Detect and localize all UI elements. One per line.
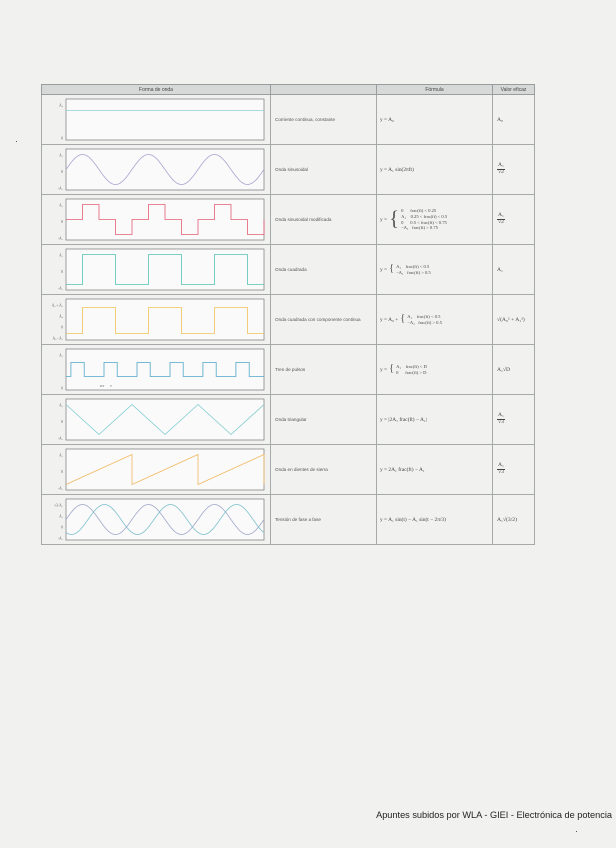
rms-value-cell (493, 95, 535, 145)
table-row (42, 145, 535, 195)
rms-value-cell (493, 445, 535, 495)
rms-fraction (497, 163, 505, 176)
rms-value-cell (493, 345, 535, 395)
waveform-table (41, 84, 535, 545)
formula-cell (377, 245, 493, 295)
tick-label: T (110, 384, 112, 388)
formula-case: 0 frac(ft) > D (396, 369, 427, 375)
axis-label: A₁ (59, 453, 63, 458)
scan-speck (576, 831, 577, 832)
axis-label: -A₁ (57, 286, 63, 291)
waveform-name: Onda cuadrada (271, 245, 377, 295)
axis-label: A₀ (59, 103, 63, 108)
brace-glyph: { (389, 207, 400, 231)
axis-label: 0 (61, 325, 63, 330)
header-value: Valor eficaz (493, 85, 535, 95)
waveform-plot (42, 345, 271, 394)
waveform-cell (42, 345, 271, 395)
table-row (42, 295, 535, 345)
waveform-plot (42, 445, 271, 494)
axis-label: A₀ - A₁ (52, 336, 63, 341)
axis-label: A₁ (59, 203, 63, 208)
waveform-cell (42, 195, 271, 245)
plot-frame (66, 299, 264, 340)
plot-frame (66, 399, 264, 440)
axis-label: -A₁ (57, 486, 63, 491)
waveform-name: Onda en dientes de sierra (271, 445, 377, 495)
axis-label: A₁ (59, 403, 63, 408)
axis-label: √3·A₁ (54, 503, 63, 508)
waveform-plot (42, 245, 271, 294)
rms-numerator: A₁ (498, 162, 504, 169)
formula-cell (377, 145, 493, 195)
piecewise-formula (380, 314, 492, 325)
formula-text: y = A₁ sin(t) − A₁ sin(t − 2π/3) (380, 516, 446, 523)
plot-frame (66, 249, 264, 290)
table-row (42, 395, 535, 445)
formula-cases (396, 364, 427, 375)
table-row (42, 445, 535, 495)
rms-value-cell (493, 145, 535, 195)
rms-value: A₀ (497, 116, 503, 123)
formula-case: A₁ 0.25 < frac(ft) < 0.5 (401, 213, 448, 219)
formula-cell (377, 195, 493, 245)
waveform-plot (42, 295, 271, 344)
axis-label: 0 (61, 470, 63, 474)
formula-prefix: y = (380, 366, 388, 373)
rms-value: A₁ (497, 266, 503, 273)
brace-glyph: { (389, 363, 395, 375)
waveform-name: Onda cuadrada con componente continua (271, 295, 377, 345)
axis-label: A₁ (59, 153, 63, 158)
formula-case: −A₁ frac(ft) > 0.5 (407, 319, 442, 325)
waveform-cell (42, 445, 271, 495)
axis-label: A₀ (59, 314, 63, 319)
rms-fraction (497, 213, 505, 226)
axis-label: -A₁ (57, 236, 63, 241)
axis-label: A₁ (59, 514, 63, 519)
header-name (271, 85, 377, 95)
axis-label: -A₁ (57, 436, 63, 441)
waveform-name: Corriente continua, constante (271, 95, 377, 145)
axis-label: 0 (61, 386, 63, 391)
formula-prefix: y = A₀ + (380, 316, 399, 323)
table-row (42, 95, 535, 145)
rms-denominator: √3 (498, 419, 504, 425)
table-row (42, 495, 535, 545)
formula-cell (377, 295, 493, 345)
header-formula: Fórmula (377, 85, 493, 95)
rms-value-cell (493, 245, 535, 295)
rms-value-cell (493, 195, 535, 245)
table-header-row (42, 85, 535, 95)
waveform-cell (42, 395, 271, 445)
formula-cell (377, 495, 493, 545)
axis-label: A₁ (59, 353, 63, 358)
waveform-name: Onda sinusoidal (271, 145, 377, 195)
formula-case: −A₁ frac(ft) > 0.75 (401, 225, 438, 231)
formula-cell (377, 395, 493, 445)
axis-label: -A₁ (57, 536, 63, 541)
formula-text: y = 2A₁ frac(ft) − A₁ (380, 466, 425, 473)
table-row (42, 195, 535, 245)
formula-cell (377, 95, 493, 145)
waveform-plot (42, 195, 271, 244)
rms-value: √(A₀² + A₁²) (497, 316, 525, 323)
plot-frame (66, 99, 264, 140)
axis-label: -A₁ (57, 186, 63, 191)
formula-cases (396, 264, 431, 275)
waveform-name: Tren de pulsos (271, 345, 377, 395)
waveform-cell (42, 495, 271, 545)
tick-label: DT (100, 384, 105, 388)
waveform-name: Tensión de fase a fase (271, 495, 377, 545)
piecewise-formula (380, 364, 492, 375)
footer-credit: Apuntes subidos por WLA - GIEI - Electrónica de potencia (376, 810, 612, 820)
formula-cell (377, 445, 493, 495)
header-wave: Forma de onda (42, 85, 271, 95)
rms-value-cell (493, 295, 535, 345)
formula-case: A₁ frac(ft) < 0.5 (396, 263, 430, 269)
formula-case: A₁ frac(ft) < D (396, 363, 427, 369)
axis-label: 0 (61, 420, 63, 424)
formula-cases (401, 208, 447, 231)
formula-text: y = A₀ (380, 116, 394, 123)
rms-value-cell (493, 395, 535, 445)
rms-numerator: A₁ (498, 212, 504, 219)
formula-prefix: y = (380, 266, 388, 273)
formula-case: A₁ frac(ft) < 0.5 (407, 313, 441, 319)
formula-case: 0 0.5 < frac(ft) < 0.75 (401, 219, 447, 225)
waveform-name: Onda triangular (271, 395, 377, 445)
rms-value-cell (493, 495, 535, 545)
axis-label: 0 (61, 136, 63, 141)
waveform-cell (42, 245, 271, 295)
brace-glyph: { (389, 263, 395, 275)
formula-text: y = A₁ sin(2πft) (380, 166, 414, 173)
waveform-cell (42, 145, 271, 195)
waveform-plot (42, 145, 271, 194)
rms-denominator: √3 (498, 469, 504, 475)
rms-numerator: A₁ (498, 462, 504, 469)
axis-label: 0 (61, 525, 63, 530)
formula-cases (407, 314, 442, 325)
formula-case: −A₁ frac(ft) > 0.5 (396, 269, 431, 275)
waveform-name: Onda sinusoidal modificada (271, 195, 377, 245)
formula-prefix: y = (380, 216, 388, 223)
waveform-cell (42, 295, 271, 345)
rms-denominator: √2 (498, 219, 504, 225)
formula-case: 0 frac(ft) < 0.25 (401, 208, 437, 214)
rms-fraction (497, 413, 505, 426)
axis-label: A₀ + A₁ (51, 303, 63, 308)
formula-text: y = |2A₁ frac(ft) − A₁| (380, 416, 427, 423)
waveform-plot (42, 395, 271, 444)
table-row (42, 345, 535, 395)
rms-numerator: A₁ (498, 412, 504, 419)
axis-label: 0 (61, 220, 63, 224)
waveform-plot (42, 495, 271, 544)
plot-frame (66, 349, 264, 390)
axis-label: 0 (61, 170, 63, 174)
rms-denominator: √2 (498, 169, 504, 175)
rms-fraction (497, 463, 505, 476)
piecewise-formula (380, 264, 492, 275)
rms-value: A₁√D (497, 366, 511, 373)
waveform-cell (42, 95, 271, 145)
axis-label: 0 (61, 270, 63, 274)
table-row (42, 245, 535, 295)
scan-speck (16, 141, 17, 142)
brace-glyph: { (400, 313, 406, 325)
formula-cell (377, 345, 493, 395)
axis-label: A₁ (59, 253, 63, 258)
waveform-plot (42, 95, 271, 144)
piecewise-formula (380, 208, 492, 231)
rms-value: A₁√(3/2) (497, 516, 517, 523)
